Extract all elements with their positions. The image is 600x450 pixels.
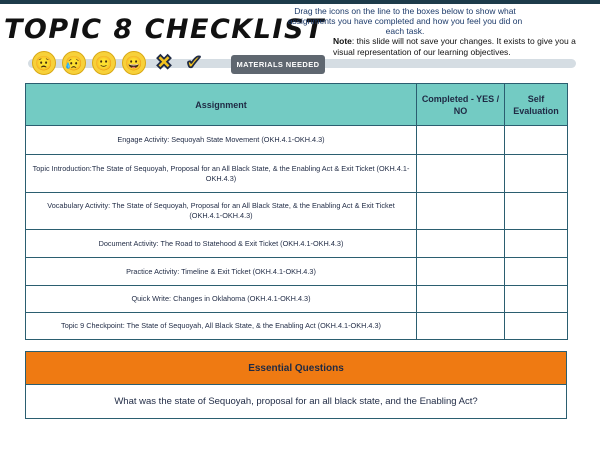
header-self-evaluation: Self Evaluation: [505, 84, 568, 126]
completed-cell[interactable]: [417, 230, 505, 258]
completed-cell[interactable]: [417, 126, 505, 155]
note-label: Note: [333, 36, 352, 46]
drag-instructions: Drag the icons on the line to the boxes below to show what assignments you have completed and how you feel you did on each task.: [287, 6, 523, 36]
assignment-cell: Document Activity: The Road to Statehood & Exit Ticket (OKH.4.1-OKH.4.3): [26, 230, 417, 258]
sad-face-icon[interactable]: 😟: [32, 51, 56, 75]
assignment-cell: Topic 9 Checkpoint: The State of Sequoyah, All Black State, & the Enabling Act (OKH.4.1-OKH.4.3): [26, 313, 417, 340]
neutral-face-icon[interactable]: 🙂: [92, 51, 116, 75]
assignment-cell: Quick Write: Changes in Oklahoma (OKH.4.1-OKH.4.3): [26, 286, 417, 313]
self-evaluation-cell[interactable]: [505, 258, 568, 286]
note-body: : this slide will not save your changes. It exists to give you a visual representation of our learning objectives.: [333, 36, 576, 57]
materials-needed-button[interactable]: MATERIALS NEEDED: [231, 55, 325, 74]
x-mark-icon[interactable]: ✖: [155, 52, 173, 74]
table-row: [26, 230, 568, 258]
self-evaluation-cell[interactable]: [505, 286, 568, 313]
header-assignment: Assignment: [26, 84, 417, 126]
essential-questions-heading: Essential Questions: [26, 352, 566, 385]
table-row: [26, 258, 568, 286]
header-completed: Completed - YES / NO: [417, 84, 505, 126]
happy-face-icon[interactable]: 😀: [122, 51, 146, 75]
top-accent-bar: [0, 0, 600, 4]
worried-face-icon[interactable]: 😥: [62, 51, 86, 75]
completed-cell[interactable]: [417, 286, 505, 313]
completed-cell[interactable]: [417, 258, 505, 286]
table-row: [26, 193, 568, 230]
table-row: [26, 313, 568, 340]
self-evaluation-cell[interactable]: [505, 155, 568, 193]
check-mark-icon[interactable]: ✔: [185, 52, 203, 74]
self-evaluation-cell[interactable]: [505, 313, 568, 340]
note-text: [333, 36, 595, 57]
table-row: [26, 155, 568, 193]
assignment-cell: Engage Activity: Sequoyah State Movement (OKH.4.1-OKH.4.3): [26, 126, 417, 155]
page-title: TOPIC 8 CHECKLIST: [4, 14, 325, 45]
table-row: [26, 126, 568, 155]
completed-cell[interactable]: [417, 193, 505, 230]
essential-question-text: What was the state of Sequoyah, proposal for an all black state, and the Enabling Act?: [114, 396, 478, 407]
draggable-icons: [32, 51, 206, 75]
self-evaluation-cell[interactable]: [505, 126, 568, 155]
assignment-cell: Vocabulary Activity: The State of Sequoyah, Proposal for an All Black State, & the Enabling Act & Exit Ticket (OKH.4.1-OKH.4.3): [26, 193, 417, 230]
completed-cell[interactable]: [417, 313, 505, 340]
table-row: [26, 286, 568, 313]
assignment-cell: Topic Introduction:The State of Sequoyah, Proposal for an All Black State, & the Enabling Act & Exit Ticket (OKH.4.1-OKH.4.3): [26, 155, 417, 193]
self-evaluation-cell[interactable]: [505, 230, 568, 258]
essential-questions-box: [25, 351, 567, 419]
assignment-cell: Practice Activity: Timeline & Exit Ticket (OKH.4.1-OKH.4.3): [26, 258, 417, 286]
table-header-row: [26, 84, 568, 126]
assignment-checklist-table: [25, 83, 568, 340]
completed-cell[interactable]: [417, 155, 505, 193]
self-evaluation-cell[interactable]: [505, 193, 568, 230]
